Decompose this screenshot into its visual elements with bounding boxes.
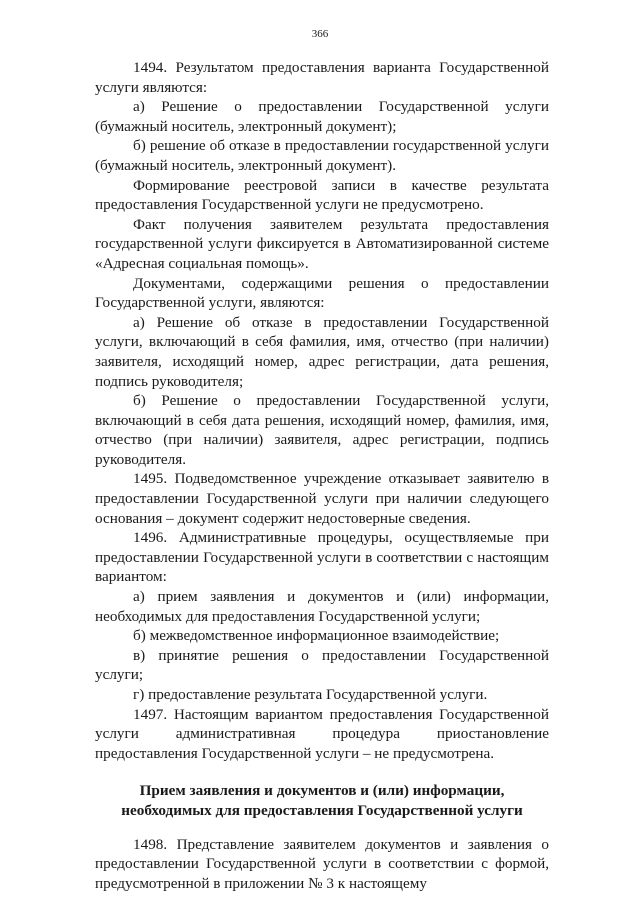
paragraph-1497: 1497. Настоящим вариантом предоставления Государственной услуги административная процедура приостановление предоставления Государственной услуги – не предусмотрена. xyxy=(95,705,549,762)
paragraph-decision-documents: Документами, содержащими решения о предоставлении Государственной услуги, являются: xyxy=(95,274,549,312)
paragraph-registry-record: Формирование реестровой записи в качестве результата предоставления Государственной услуги не предусмотрено. xyxy=(95,176,549,214)
paragraph-fact-of-receipt: Факт получения заявителем результата предоставления государственной услуги фиксируется в Автоматизированной системе «Адресная социальная помощь». xyxy=(95,215,549,272)
paragraph-1496-g: г) предоставление результата Государственной услуги. xyxy=(133,686,488,703)
paragraph-1495: 1495. Подведомственное учреждение отказывает заявителю в предоставлении Государственной услуги при наличии следующего основания – документ содержит недостоверные сведения. xyxy=(95,470,549,527)
document-body xyxy=(95,58,549,893)
paragraph-refusal-decision: а) Решение об отказе в предоставлении Государственной услуги, включающий в себя фамилия, имя, отчество (при наличии) заявителя, исходящий номер, адрес регистрации, дата решения, подпись руководителя; xyxy=(95,313,549,390)
paragraph-1494-b: б) решение об отказе в предоставлении государственной услуги (бумажный носитель, электронный документ). xyxy=(95,137,549,174)
page-number: 366 xyxy=(311,28,329,40)
paragraph-grant-decision: б) Решение о предоставлении Государственной услуги, включающий в себя дата решения, исходящий номер, фамилия, имя, отчество (при наличии) заявителя, адрес регистрации, подпись руководителя. xyxy=(95,392,549,468)
section-heading-line-1: Прием заявления и документов и (или) информации, xyxy=(139,782,505,800)
paragraph-1494: 1494. Результатом предоставления варианта Государственной услуги являются: xyxy=(95,59,549,96)
paragraph-1494-a: а) Решение о предоставлении Государственной услуги (бумажный носитель, электронный документ); xyxy=(95,98,549,135)
section-heading xyxy=(95,781,549,820)
paragraph-1496-b: б) межведомственное информационное взаимодействие; xyxy=(133,627,500,645)
paragraph-1496: 1496. Административные процедуры, осуществляемые при предоставлении Государственной услуги в соответствии с настоящим вариантом: xyxy=(95,529,549,586)
paragraph-1496-v: в) принятие решения о предоставлении Государственной услуги; xyxy=(95,646,549,684)
section-heading-line-2: необходимых для предоставления Государственной услуги xyxy=(121,801,523,819)
paragraph-1498: 1498. Представление заявителем документов и заявления о предоставлении Государственной услуги в соответствии с формой, предусмотренной в приложении № 3 к настоящему xyxy=(95,835,549,892)
paragraph-1496-a: а) прием заявления и документов и (или) информации, необходимых для предоставления Государственной услуги; xyxy=(95,588,549,625)
